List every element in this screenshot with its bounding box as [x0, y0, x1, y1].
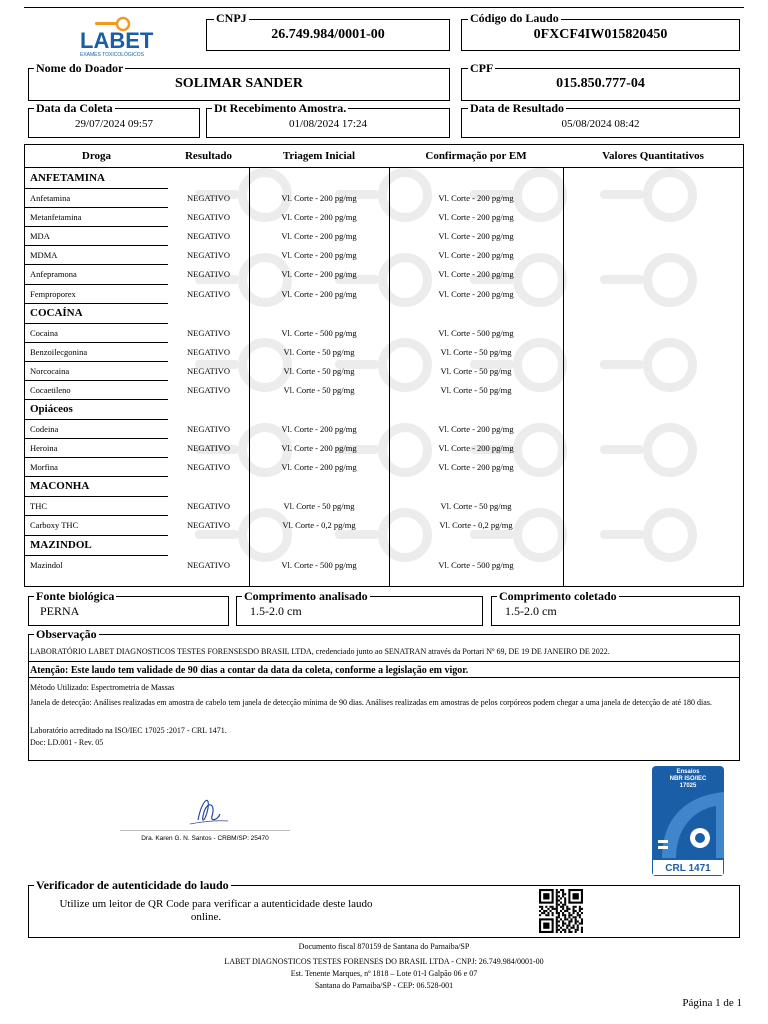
triagem-value: Vl. Corte - 200 pg/mg	[281, 424, 357, 434]
qr-module	[556, 891, 558, 893]
accreditation-line2: NBR ISO/IEC	[669, 776, 707, 782]
qr-module	[564, 918, 566, 920]
qr-module	[579, 906, 581, 908]
qr-module	[562, 891, 564, 893]
qr-module	[564, 910, 566, 912]
qr-module	[564, 929, 566, 931]
qr-module	[562, 914, 564, 916]
accreditation-badge	[652, 766, 724, 876]
drug-name: Anfetamina	[30, 193, 71, 203]
footer-company: LABET DIAGNOSTICOS TESTES FORENSES DO BRASIL LTDA - CNPJ: 26.749.984/0001-00	[224, 957, 544, 966]
drug-name: Codeina	[30, 424, 59, 434]
drug-name: Metanfetamina	[30, 212, 82, 223]
qr-module	[558, 916, 560, 918]
qr-module	[568, 931, 570, 933]
qr-module	[573, 927, 575, 929]
group-rule	[25, 399, 168, 400]
drug-name: Anfepramona	[30, 269, 77, 280]
drug-name: Mazindol	[30, 559, 63, 570]
qr-module	[541, 906, 543, 908]
triagem-value: Vl. Corte - 200 pg/mg	[281, 269, 357, 280]
group-heading: ANFETAMINA	[30, 172, 105, 184]
qr-module	[543, 893, 549, 899]
qr-module	[543, 910, 545, 912]
qr-module	[579, 916, 581, 918]
qr-module	[539, 910, 541, 912]
drug-name: MDMA	[30, 250, 58, 261]
qr-module	[577, 920, 579, 922]
row-rule	[25, 457, 168, 458]
qr-module	[560, 897, 562, 899]
confirmacao-value: Vl. Corte - 500 pg/mg	[438, 559, 514, 570]
qr-module	[570, 914, 572, 916]
analisado-label: Comprimento analisado	[244, 589, 368, 603]
result-value: NEGATIVO	[187, 365, 230, 376]
qr-module	[541, 912, 543, 914]
coletado-label: Comprimento coletado	[499, 589, 617, 603]
qr-module	[562, 920, 564, 922]
footer-city: Santana do Parnaiba/SP - CEP: 06.528-001	[314, 981, 454, 990]
group-rule	[25, 188, 168, 189]
qr-module	[562, 889, 564, 891]
drug-name: Heroina	[30, 443, 58, 454]
qr-code-graphic	[539, 889, 583, 933]
qr-module	[556, 912, 558, 914]
qr-module	[562, 908, 564, 910]
fonte-value: PERNA	[40, 604, 80, 618]
qr-module	[560, 931, 562, 933]
qr-module	[560, 918, 562, 920]
qr-module	[581, 931, 583, 933]
col-header-quantitativos: Valores Quantitativos	[602, 150, 704, 162]
coleta-value: 29/07/2024 09:57	[75, 118, 153, 130]
qr-module	[560, 902, 562, 904]
nome-value: SOLIMAR SANDER	[175, 76, 303, 91]
qr-module	[577, 925, 579, 927]
cnpj-label: CNPJ	[216, 11, 247, 25]
qr-module	[575, 931, 577, 933]
qr-module	[562, 895, 564, 897]
qr-module	[539, 914, 541, 916]
qr-module	[558, 904, 560, 906]
qr-module	[547, 912, 549, 914]
qr-module	[579, 910, 581, 912]
group-heading: COCAÍNA	[30, 306, 83, 319]
observacao-rule	[28, 661, 740, 662]
qr-module	[556, 923, 558, 925]
coleta-label: Data da Coleta	[36, 101, 113, 115]
qr-module	[564, 899, 566, 901]
triagem-value: Vl. Corte - 50 pg/mg	[283, 384, 355, 395]
drug-name: Femproporex	[30, 288, 76, 299]
qr-module	[570, 918, 572, 920]
col-header-triagem: Triagem Inicial	[282, 150, 356, 162]
qr-module	[568, 920, 570, 922]
row-rule	[25, 438, 168, 439]
qr-module	[552, 912, 554, 914]
row-rule	[25, 515, 168, 516]
recebimento-label: Dt Recebimento Amostra.	[214, 101, 347, 115]
qr-module	[573, 908, 575, 910]
qr-module	[541, 908, 543, 910]
row-rule	[25, 245, 168, 246]
qr-module	[556, 910, 558, 912]
results-table	[24, 144, 744, 587]
qr-module	[558, 929, 560, 931]
observacao-doc: Doc: LD.001 - Rev. 05	[30, 738, 104, 747]
qr-module	[577, 914, 579, 916]
qr-module	[562, 904, 564, 906]
verificador-label: Verificador de autenticidade do laudo	[36, 878, 229, 892]
qr-module	[558, 925, 560, 927]
group-rule	[25, 555, 168, 556]
qr-module	[573, 912, 575, 914]
triagem-value: Vl. Corte - 200 pg/mg	[281, 462, 357, 473]
qr-module	[581, 920, 583, 922]
qr-module	[568, 929, 570, 931]
qr-module	[549, 910, 551, 912]
result-value: NEGATIVO	[187, 443, 230, 454]
qr-module	[552, 908, 554, 910]
qr-module	[566, 927, 568, 929]
row-rule	[25, 361, 168, 362]
qr-module	[556, 899, 558, 901]
qr-module	[575, 916, 577, 918]
qr-module	[570, 927, 572, 929]
signature	[120, 790, 290, 850]
triagem-value: Vl. Corte - 50 pg/mg	[283, 346, 355, 357]
qr-module	[575, 929, 577, 931]
signature-name: Dra. Karen G. N. Santos - CRBM/SP: 25470	[141, 835, 269, 842]
qr-module	[556, 920, 558, 922]
confirmacao-value: Vl. Corte - 200 pg/mg	[438, 288, 514, 299]
qr-module	[558, 895, 560, 897]
row-rule	[25, 342, 168, 343]
observacao-rule	[28, 677, 740, 678]
qr-module	[564, 923, 566, 925]
qr-module	[575, 923, 577, 925]
qr-module	[552, 914, 554, 916]
qr-module	[556, 925, 558, 927]
qr-module	[556, 902, 558, 904]
qr-module	[573, 906, 575, 908]
logo-subtitle: EXAMES TOXICOLÓGICOS	[80, 52, 144, 58]
recebimento-value: 01/08/2024 17:24	[289, 118, 367, 130]
confirmacao-value: Vl. Corte - 200 pg/mg	[438, 462, 514, 473]
col-header-droga: Droga	[81, 150, 112, 162]
qr-module	[568, 923, 570, 925]
qr-module	[558, 920, 560, 922]
qr-module	[579, 914, 581, 916]
confirmacao-value: Vl. Corte - 200 pg/mg	[438, 212, 514, 223]
result-value: NEGATIVO	[187, 327, 230, 338]
row-rule	[25, 207, 168, 208]
qr-module	[549, 906, 551, 908]
qr-module	[568, 916, 570, 918]
drug-name: Norcocaina	[30, 365, 70, 376]
cnpj-value: 26.749.984/0001-00	[271, 27, 385, 42]
row-rule	[25, 380, 168, 381]
top-rule	[24, 7, 744, 8]
observacao-acreditado: Laboratório acreditado na ISO/IEC 17025 :2017 - CRL 1471.	[30, 726, 227, 735]
triagem-value: Vl. Corte - 50 pg/mg	[283, 501, 355, 512]
confirmacao-value: Vl. Corte - 200 pg/mg	[438, 424, 514, 434]
qr-module	[568, 912, 570, 914]
drug-name: Carboxy THC	[30, 520, 79, 531]
triagem-value: Vl. Corte - 200 pg/mg	[281, 443, 357, 454]
qr-module	[570, 920, 572, 922]
group-heading: Opiáceos	[30, 403, 73, 415]
observacao-label: Observação	[36, 627, 97, 641]
qr-module	[575, 920, 577, 922]
qr-module	[556, 893, 558, 895]
qr-module	[545, 914, 547, 916]
qr-module	[581, 923, 583, 925]
confirmacao-value: Vl. Corte - 200 pg/mg	[438, 193, 514, 203]
qr-module	[575, 906, 577, 908]
accreditation-line3: 17025	[679, 783, 697, 789]
qr-module	[564, 904, 566, 906]
qr-module	[547, 914, 549, 916]
qr-module	[564, 897, 566, 899]
qr-module	[556, 916, 558, 918]
qr-module	[573, 910, 575, 912]
qr-module	[556, 918, 558, 920]
group-heading: MAZINDOL	[30, 538, 92, 551]
qr-module	[556, 906, 558, 908]
result-value: NEGATIVO	[187, 288, 230, 299]
resultado-value: 05/08/2024 08:42	[561, 118, 640, 130]
confirmacao-value: Vl. Corte - 200 pg/mg	[438, 443, 514, 454]
result-value: NEGATIVO	[187, 520, 230, 531]
fonte-label: Fonte biológica	[36, 589, 115, 603]
group-rule	[25, 303, 168, 304]
qr-module	[556, 895, 558, 897]
result-value: NEGATIVO	[187, 462, 230, 473]
resultado-label: Data de Resultado	[470, 101, 565, 115]
qr-module	[566, 910, 568, 912]
qr-module	[575, 918, 577, 920]
coletado-value: 1.5-2.0 cm	[505, 604, 557, 618]
verificador-text2: online.	[190, 911, 222, 923]
row-rule	[25, 264, 168, 265]
group-rule	[25, 535, 168, 536]
nome-label: Nome do Doador	[36, 61, 124, 75]
qr-module	[570, 931, 572, 933]
qr-module	[581, 908, 583, 910]
drug-name: Cocaetileno	[30, 384, 71, 395]
group-rule	[25, 476, 168, 477]
triagem-value: Vl. Corte - 200 pg/mg	[281, 288, 357, 299]
observacao-line1: LABORATÓRIO LABET DIAGNOSTICOS TESTES FORENSESDO BRASIL LTDA, credenciado junto ao SENATRAN através da Portari Nº 69, DE 19 DE JANEIRO DE 2022.	[30, 647, 610, 656]
accreditation-code: CRL 1471	[652, 859, 724, 876]
signature-rule	[120, 830, 290, 831]
qr-module	[562, 923, 564, 925]
qr-module	[558, 891, 560, 893]
labet-logo-mark	[74, 14, 164, 60]
qr-module	[558, 912, 560, 914]
observacao-atencao: Atenção: Este laudo tem validade de 90 dias a contar da data da coleta, conforme a legislação em vigor.	[30, 665, 469, 676]
triagem-value: Vl. Corte - 200 pg/mg	[281, 231, 357, 242]
qr-module	[581, 929, 583, 931]
qr-module	[547, 908, 549, 910]
triagem-value: Vl. Corte - 200 pg/mg	[281, 193, 357, 203]
qr-module	[556, 931, 558, 933]
qr-module	[575, 910, 577, 912]
result-value: NEGATIVO	[187, 269, 230, 280]
qr-module	[562, 906, 564, 908]
cpf-value: 015.850.777-04	[556, 76, 645, 91]
codigo-value: 0FXCF4IW015820450	[533, 27, 668, 42]
footer-address: Est. Tenente Marques, nº 1818 – Lote 01-I Galpão 06 e 07	[290, 969, 478, 978]
qr-module	[564, 914, 566, 916]
qr-module	[556, 929, 558, 931]
qr-module	[573, 916, 575, 918]
drug-name: Cocaina	[30, 327, 58, 338]
footer-fiscal: Documento fiscal 870159 de Santana do Parnaiba/SP	[298, 942, 470, 951]
drug-name: Benzoilecgonina	[30, 346, 88, 357]
qr-module	[552, 906, 554, 908]
qr-module	[566, 925, 568, 927]
result-value: NEGATIVO	[187, 501, 230, 512]
drug-name: MDA	[30, 231, 50, 242]
group-rule	[25, 323, 168, 324]
inmetro-a-icon	[652, 792, 724, 858]
qr-code[interactable]	[539, 889, 583, 933]
confirmacao-value: Vl. Corte - 50 pg/mg	[440, 365, 512, 376]
result-value: NEGATIVO	[187, 384, 230, 395]
triagem-value: Vl. Corte - 200 pg/mg	[281, 250, 357, 261]
qr-module	[566, 908, 568, 910]
confirmacao-value: Vl. Corte - 200 pg/mg	[438, 269, 514, 280]
qr-module	[560, 927, 562, 929]
result-value: NEGATIVO	[187, 250, 230, 261]
qr-module	[556, 889, 558, 891]
triagem-value: Vl. Corte - 500 pg/mg	[281, 559, 357, 570]
col-divider	[563, 167, 564, 586]
group-rule	[25, 496, 168, 497]
accreditation-line1: Ensaios	[676, 769, 700, 775]
header-rule	[25, 167, 743, 168]
signature-scribble	[120, 790, 290, 832]
analisado-value: 1.5-2.0 cm	[250, 604, 302, 618]
qr-module	[556, 908, 558, 910]
result-value: NEGATIVO	[187, 559, 230, 570]
qr-module	[568, 914, 570, 916]
qr-module	[556, 897, 558, 899]
qr-module	[558, 899, 560, 901]
confirmacao-value: Vl. Corte - 50 pg/mg	[440, 384, 512, 395]
qr-module	[581, 918, 583, 920]
result-value: NEGATIVO	[187, 193, 230, 203]
qr-module	[558, 914, 560, 916]
triagem-value: Vl. Corte - 0,2 pg/mg	[282, 520, 356, 531]
confirmacao-value: Vl. Corte - 50 pg/mg	[440, 501, 512, 512]
col-header-confirmacao: Confirmação por EM	[425, 150, 527, 162]
group-rule	[25, 419, 168, 420]
qr-module	[543, 912, 545, 914]
drug-name: THC	[30, 501, 47, 512]
triagem-value: Vl. Corte - 200 pg/mg	[281, 212, 357, 223]
qr-module	[568, 908, 570, 910]
drug-name: Morfina	[30, 462, 58, 473]
triagem-value: Vl. Corte - 500 pg/mg	[281, 327, 357, 338]
triagem-value: Vl. Corte - 50 pg/mg	[283, 365, 355, 376]
result-value: NEGATIVO	[187, 231, 230, 242]
qr-module	[573, 893, 579, 899]
qr-module	[560, 906, 562, 908]
qr-module	[560, 889, 562, 891]
result-value: NEGATIVO	[187, 424, 230, 434]
qr-module	[539, 906, 541, 908]
confirmacao-value: Vl. Corte - 500 pg/mg	[438, 327, 514, 338]
labet-logo	[74, 14, 164, 60]
qr-module	[564, 893, 566, 895]
observacao-janela: Janela de detecção: Análises realizadas em amostra de cabelo tem janela de detecção mínima de 90 dias. Análises realizadas em amostras de pelos corpóreos podem chegar a uma janela de detecção de até 180 dias.	[30, 698, 712, 707]
qr-module	[581, 927, 583, 929]
qr-module	[577, 927, 579, 929]
logo-name: LABET	[80, 28, 154, 53]
qr-module	[573, 925, 575, 927]
qr-module	[545, 906, 547, 908]
cpf-label: CPF	[470, 61, 494, 75]
observacao-metodo: Método Utilizado: Espectrometria de Massas	[30, 683, 175, 692]
result-value: NEGATIVO	[187, 346, 230, 357]
qr-module	[562, 912, 564, 914]
page-number: Página 1 de 1	[682, 997, 742, 1009]
codigo-label: Código do Laudo	[470, 11, 559, 25]
qr-module	[562, 893, 564, 895]
confirmacao-value: Vl. Corte - 50 pg/mg	[440, 346, 512, 357]
qr-module	[564, 902, 566, 904]
qr-module	[566, 918, 568, 920]
qr-module	[564, 916, 566, 918]
qr-module	[545, 910, 547, 912]
qr-module	[564, 931, 566, 933]
group-heading: MACONHA	[30, 480, 90, 493]
confirmacao-value: Vl. Corte - 200 pg/mg	[438, 231, 514, 242]
qr-module	[577, 929, 579, 931]
qr-module	[579, 908, 581, 910]
qr-module	[554, 908, 556, 910]
qr-module	[579, 923, 581, 925]
verificador-text1: Utilize um leitor de QR Code para verificar a autenticidade deste laudo	[59, 898, 373, 910]
qr-module	[568, 925, 570, 927]
col-header-resultado: Resultado	[184, 150, 233, 162]
qr-module	[562, 925, 564, 927]
qr-module	[581, 912, 583, 914]
qr-module	[577, 912, 579, 914]
qr-module	[566, 906, 568, 908]
row-rule	[25, 226, 168, 227]
qr-module	[543, 923, 549, 929]
qr-module	[560, 910, 562, 912]
qr-module	[556, 927, 558, 929]
result-value: NEGATIVO	[187, 212, 230, 223]
row-rule	[25, 284, 168, 285]
qr-module	[562, 929, 564, 931]
confirmacao-value: Vl. Corte - 200 pg/mg	[438, 250, 514, 261]
confirmacao-value: Vl. Corte - 0,2 pg/mg	[439, 520, 513, 531]
qr-module	[556, 904, 558, 906]
